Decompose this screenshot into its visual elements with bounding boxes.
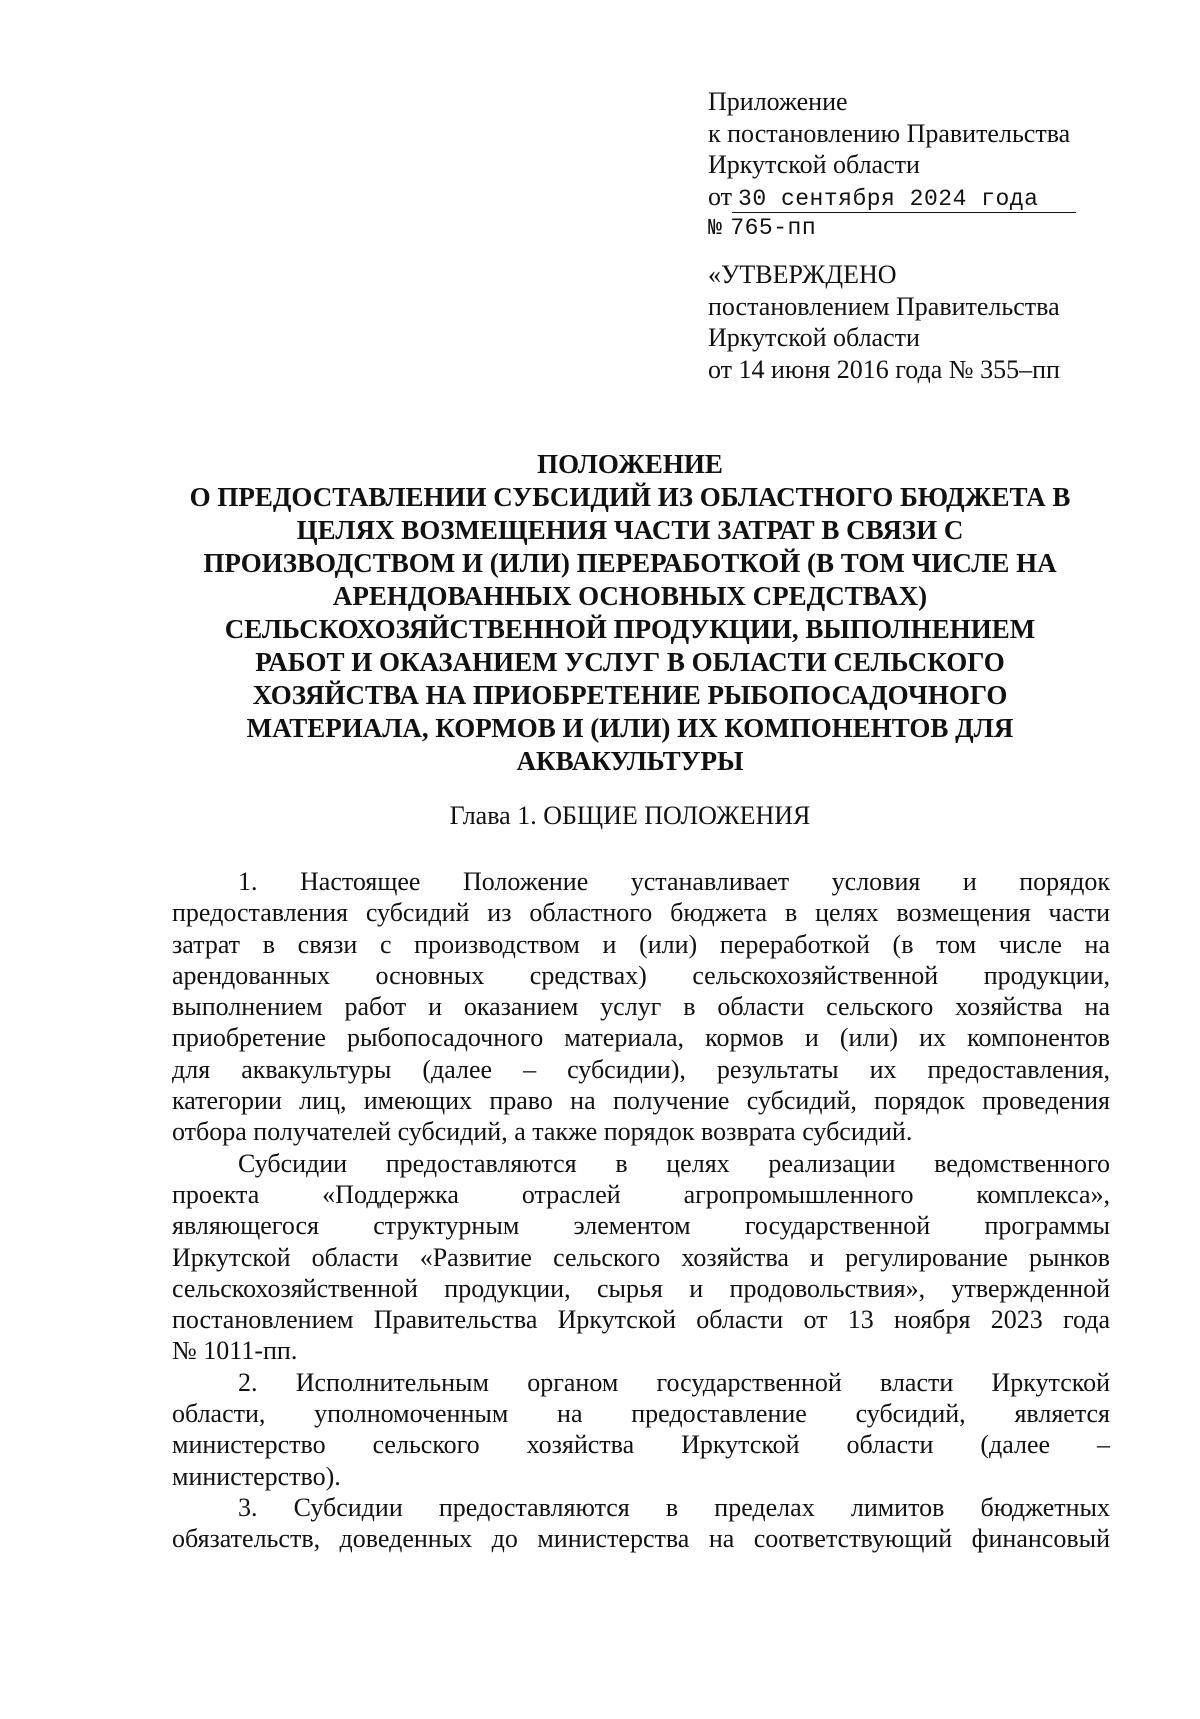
text-line: Иркутской области «Развитие сельского хозяйства и регулирование рынков [172,1242,1110,1272]
approved-by: постановлением Правительства [708,291,1060,321]
text-line: обязательств, доведенных до министерства на соответствующий финансовый [172,1524,1110,1554]
text-line: приобретение рыбопосадочного материала, кормов и (или) их компонентов [172,1023,1110,1053]
paragraph-1 [172,866,1110,1148]
title-line: РАБОТ И ОКАЗАНИЕМ УСЛУГ В ОБЛАСТИ СЕЛЬСКОГО [255,647,1005,677]
text-line: 1. Настоящее Положение устанавливает условия и порядок [238,867,1110,896]
appendix-date-line [708,181,1128,213]
text-line: арендованных основных средствах) сельскохозяйственной продукции, [172,960,1110,990]
date-prefix: от [708,181,733,211]
title-line: ХОЗЯЙСТВА НА ПРИОБРЕТЕНИЕ РЫБОПОСАДОЧНОГО [252,680,1008,710]
title-line: ПРОИЗВОДСТВОМ И (ИЛИ) ПЕРЕРАБОТКОЙ (В ТОМ ЧИСЛЕ НА [203,548,1057,578]
chapter-heading: Глава 1. ОБЩИЕ ПОЛОЖЕНИЯ [449,801,811,830]
approved-label: «УТВЕРЖДЕНО [708,260,897,289]
title-line: О ПРЕДОСТАВЛЕНИИ СУБСИДИЙ ИЗ ОБЛАСТНОГО БЮДЖЕТА В [189,482,1071,512]
document-title [150,448,1110,778]
paragraph-4 [172,1492,1110,1555]
text-line: министерство сельского хозяйства Иркутской области (далее – [172,1430,1110,1460]
text-line: отбора получателей субсидий, а также порядок возврата субсидий. [172,1117,913,1147]
text-line: проекта «Поддержка отраслей агропромышленного комплекса», [172,1179,1110,1209]
approved-date: от 14 июня 2016 года № 355–пп [708,354,1060,384]
approved-region: Иркутской области [708,323,920,352]
appendix-region: Иркутской области [708,150,920,179]
text-line: предоставления субсидий из областного бюджета в целях возмещения части [172,898,1110,928]
text-line: № 1011-пп. [172,1336,298,1366]
text-line: постановлением Правительства Иркутской области от 13 ноября 2023 года [172,1305,1110,1335]
title-line: СЕЛЬСКОХОЗЯЙСТВЕННОЙ ПРОДУКЦИИ, ВЫПОЛНЕНИЕМ [224,614,1036,644]
text-line: сельскохозяйственной продукции, сырья и продовольствия», утвержденной [172,1273,1110,1303]
text-line: являющегося структурным элементом государственной программы [172,1211,1110,1241]
text-line: выполнением работ и оказанием услуг в области сельского хозяйства на [172,992,1110,1022]
paragraph-3 [172,1367,1110,1492]
paragraph-2 [172,1148,1110,1367]
text-line: Субсидии предоставляются в целях реализации ведомственного [238,1148,1110,1178]
appendix-resolution-ref: к постановлению Правительства [708,118,1071,148]
text-line: 3. Субсидии предоставляются в пределах лимитов бюджетных [238,1492,1110,1522]
text-line: для аквакультуры (далее – субсидии), результаты их предоставления, [172,1054,1110,1084]
number-prefix: № [708,214,723,241]
appendix-number-line [708,213,1128,245]
appendix-label: Приложение [708,87,848,116]
text-line: категории лиц, имеющих право на получение субсидий, порядок проведения [172,1086,1110,1116]
text-line: 2. Исполнительным органом государственной власти Иркутской [238,1367,1110,1397]
appendix-header [708,86,1128,385]
title-line: АРЕНДОВАННЫХ ОСНОВНЫХ СРЕДСТВАХ) [332,581,928,611]
approved-block [708,259,1128,385]
text-line: области, уполномоченным на предоставление субсидий, является [172,1399,1110,1429]
document-body [172,866,1110,1555]
title-line: ПОЛОЖЕНИЕ [537,449,723,479]
text-line: затрат в связи с производством и (или) переработкой (в том числе на [172,929,1110,959]
text-line: министерство). [172,1461,341,1491]
title-line: АКВАКУЛЬТУРЫ [516,746,744,776]
title-line: МАТЕРИАЛА, КОРМОВ И (ИЛИ) ИХ КОМПОНЕНТОВ ДЛЯ [246,713,1014,743]
filled-date: 30 сентября 2024 года [732,186,1076,213]
filled-number: 765-пп [730,214,817,241]
title-line: ЦЕЛЯХ ВОЗМЕЩЕНИЯ ЧАСТИ ЗАТРАТ В СВЯЗИ С [296,515,964,545]
